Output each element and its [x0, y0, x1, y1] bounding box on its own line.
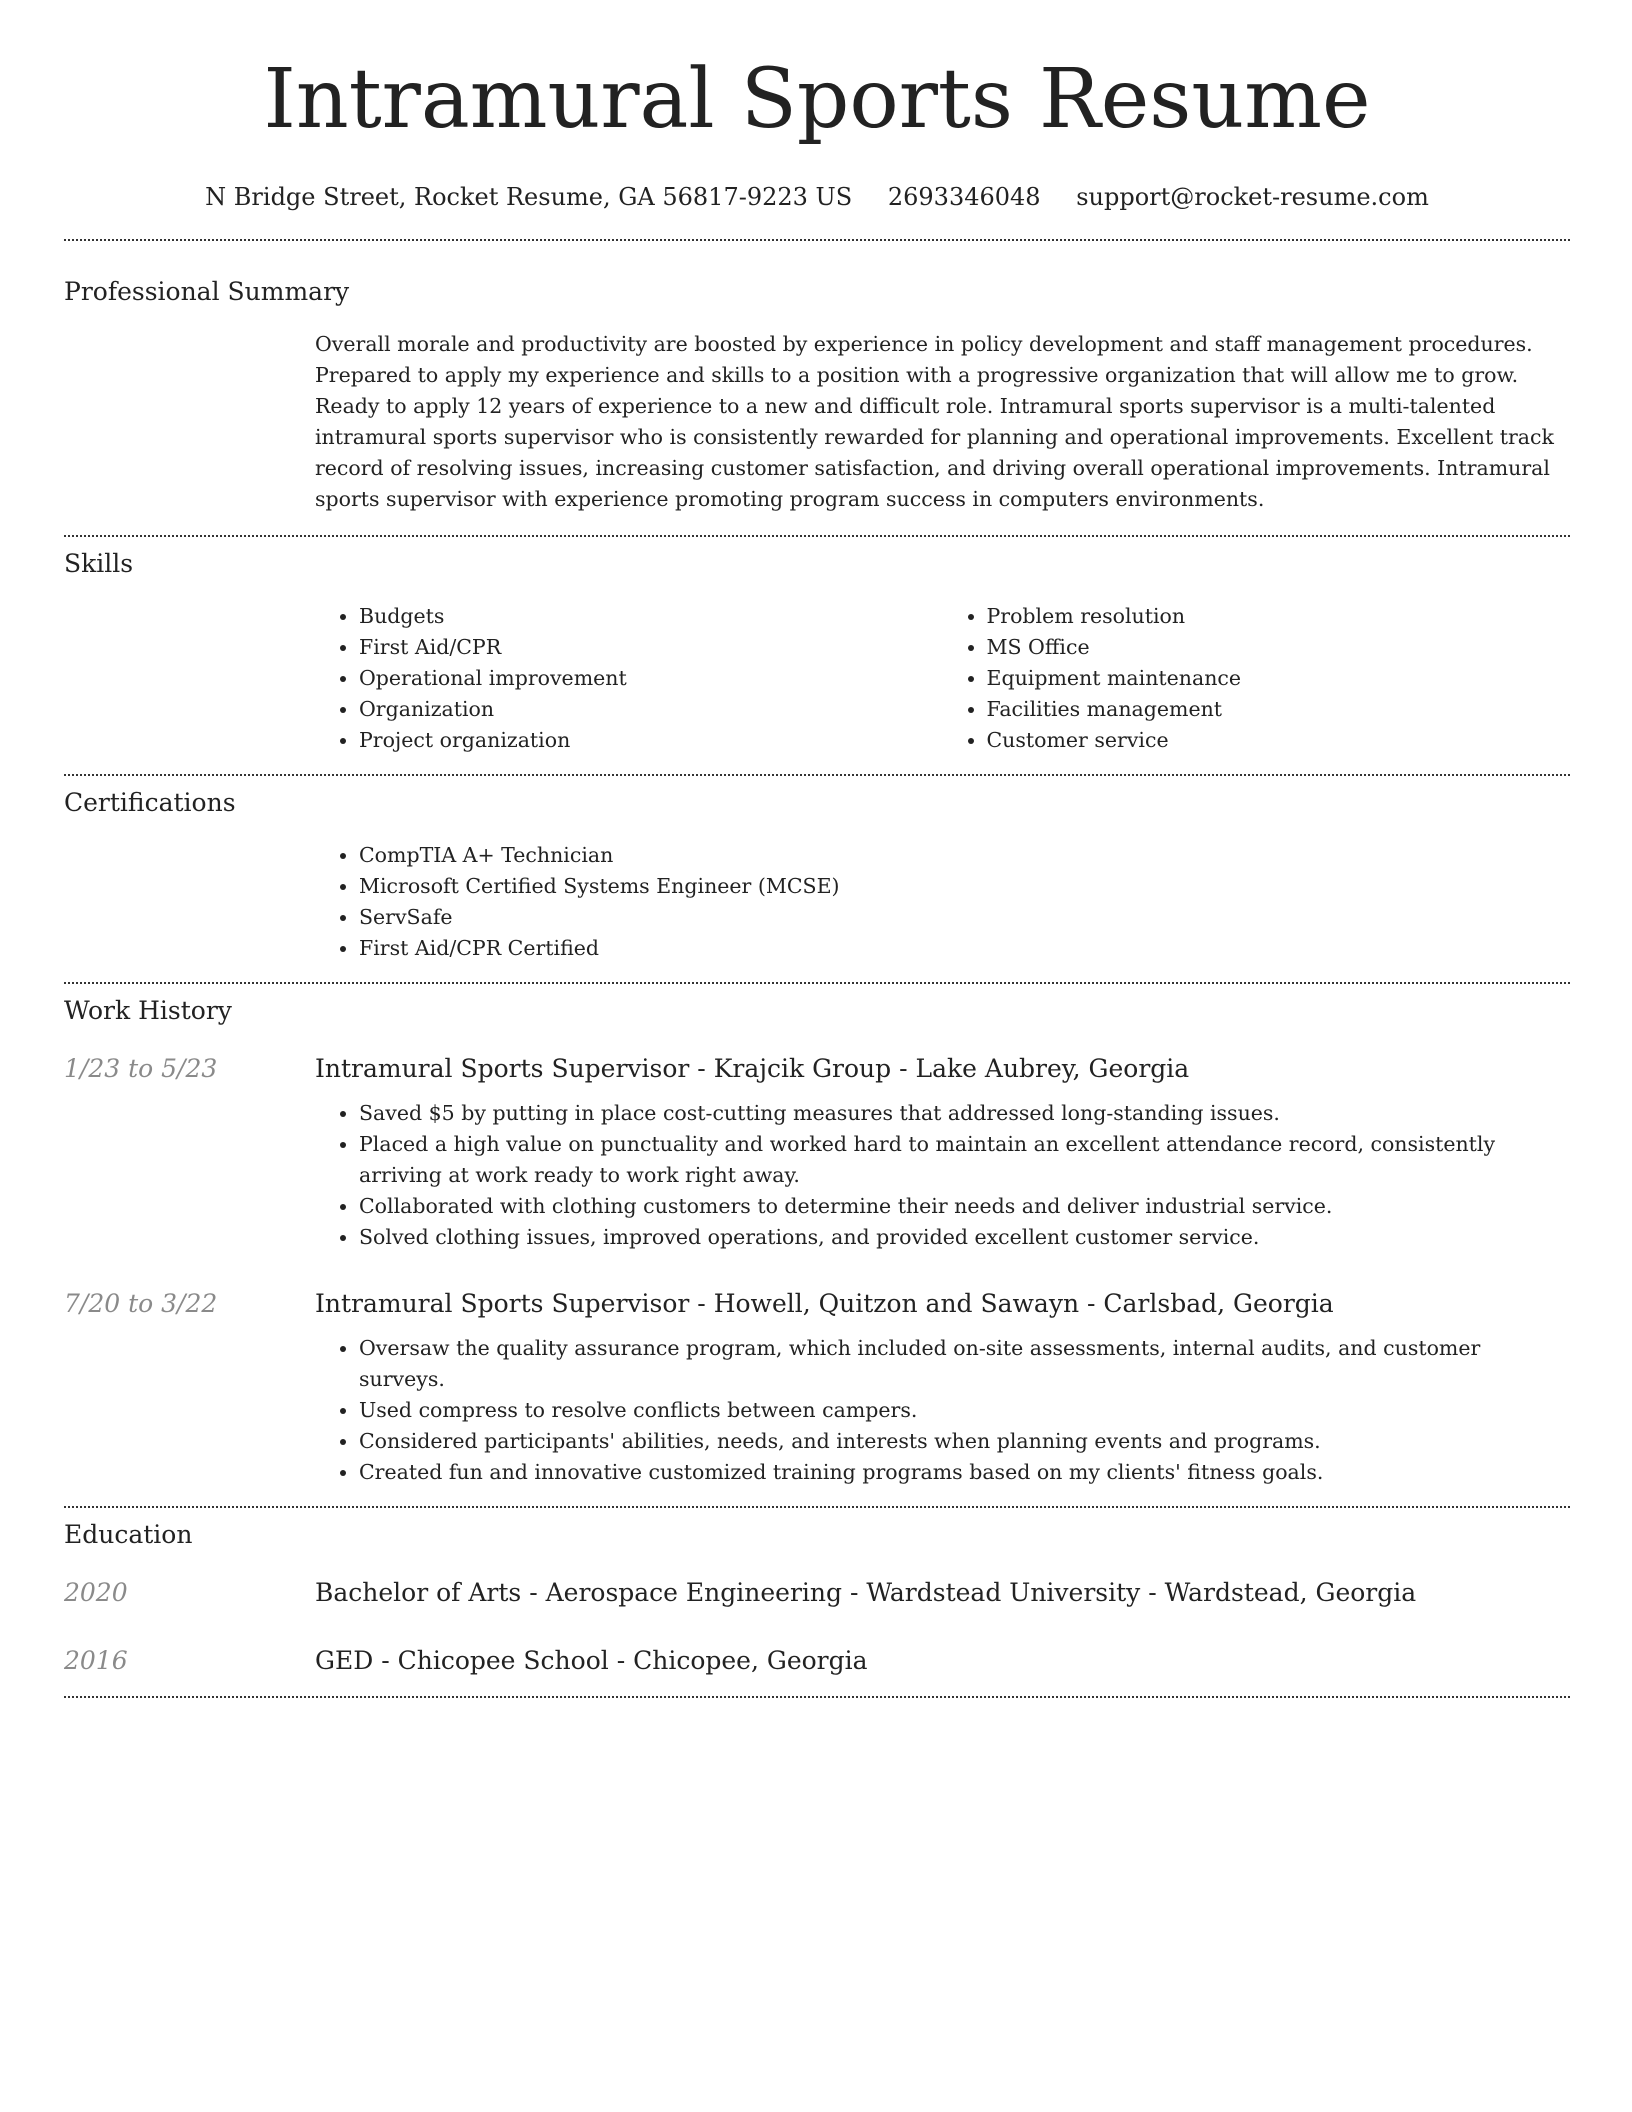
skills-list-left [315, 601, 943, 756]
entry-date: 2016 [64, 1646, 128, 1675]
work-entry [64, 1052, 1570, 1253]
resume-page [64, 0, 1570, 1698]
certifications-content [315, 840, 1570, 964]
list-item: • Customer service [987, 725, 1571, 756]
section-title-certifications: Certifications [64, 788, 236, 817]
list-item: • Saved $5 by putting in place cost-cutting measures that addressed long-standing issues. [359, 1098, 1570, 1129]
list-item: • Considered participants' abilities, needs, and interests when planning events and programs. [359, 1426, 1570, 1457]
list-item: • Created fun and innovative customized training programs based on my clients' fitness goals. [359, 1457, 1570, 1488]
list-item: • First Aid/CPR Certified [359, 933, 1570, 964]
skills-list-right [943, 601, 1571, 756]
entry-date: 2020 [64, 1578, 128, 1607]
skills-content [315, 601, 1570, 756]
section-title-education: Education [64, 1520, 193, 1549]
contact-phone: 2693346048 [887, 183, 1041, 211]
list-item: • Collaborated with clothing customers to determine their needs and deliver industrial service. [359, 1191, 1570, 1222]
entry-heading: GED - Chicopee School - Chicopee, Georgia [315, 1646, 868, 1675]
entry-date: 7/20 to 3/22 [64, 1289, 218, 1318]
certifications-section [64, 776, 1570, 982]
divider [64, 1696, 1570, 1698]
work-entry [64, 1287, 1570, 1488]
contact-email: support@rocket-resume.com [1076, 183, 1429, 211]
list-item: • Organization [359, 694, 943, 725]
education-section [64, 1508, 1570, 1696]
list-item: • Equipment maintenance [987, 663, 1571, 694]
entry-heading: Intramural Sports Supervisor - Krajcik Group - Lake Aubrey, Georgia [315, 1054, 1190, 1083]
list-item: • Budgets [359, 601, 943, 632]
section-title-skills: Skills [64, 549, 134, 578]
education-entry [64, 1576, 1570, 1610]
entry-date: 1/23 to 5/23 [64, 1054, 218, 1083]
work-bullet-list [315, 1333, 1570, 1488]
entry-heading: Bachelor of Arts - Aerospace Engineering - Wardstead University - Wardstead, Georgia [315, 1578, 1417, 1607]
contact-line [64, 180, 1570, 214]
list-item: • Placed a high value on punctuality and worked hard to maintain an excellent attendance record, consistently arriving at work ready to work right away. [359, 1129, 1570, 1191]
list-item: • Oversaw the quality assurance program, which included on-site assessments, internal audits, and customer surveys. [359, 1333, 1570, 1395]
list-item: • Used compress to resolve conflicts between campers. [359, 1395, 1570, 1426]
certifications-list [315, 840, 1570, 964]
entry-bullets [315, 1098, 1570, 1253]
list-item: • First Aid/CPR [359, 632, 943, 663]
work-section [64, 984, 1570, 1506]
section-title-work: Work History [64, 996, 232, 1025]
skills-section [64, 537, 1570, 774]
summary-content [315, 329, 1570, 515]
list-item: • Problem resolution [987, 601, 1571, 632]
list-item: • Solved clothing issues, improved operations, and provided excellent customer service. [359, 1222, 1570, 1253]
list-item: • Project organization [359, 725, 943, 756]
summary-section [64, 241, 1570, 535]
list-item: • Microsoft Certified Systems Engineer (MCSE) [359, 871, 1570, 902]
section-title-summary: Professional Summary [64, 277, 350, 306]
entry-heading: Intramural Sports Supervisor - Howell, Quitzon and Sawayn - Carlsbad, Georgia [315, 1289, 1334, 1318]
list-item: • ServSafe [359, 902, 1570, 933]
list-item: • MS Office [987, 632, 1571, 663]
list-item: • Operational improvement [359, 663, 943, 694]
education-entry [64, 1644, 1570, 1678]
work-bullet-list [315, 1098, 1570, 1253]
entry-bullets [315, 1333, 1570, 1488]
contact-address: N Bridge Street, Rocket Resume, GA 56817-9223 US [205, 183, 853, 211]
list-item: • CompTIA A+ Technician [359, 840, 1570, 871]
list-item: • Facilities management [987, 694, 1571, 725]
summary-text: Overall morale and productivity are boosted by experience in policy development and staff management procedures. Prepared to apply my experience and skills to a position with a progressive organization that will allow me to grow. Ready to apply 12 years of experience to a new and difficult role. Intramural sports supervisor is a multi-talented intramural sports supervisor who is consistently rewarded for planning and operational improvements. Excellent track record of resolving issues, increasing customer satisfaction, and driving overall operational improvements. Intramural sports supervisor with experience promoting program success in computers environments. [315, 332, 1554, 511]
resume-title: Intramural Sports Resume [263, 52, 1371, 147]
